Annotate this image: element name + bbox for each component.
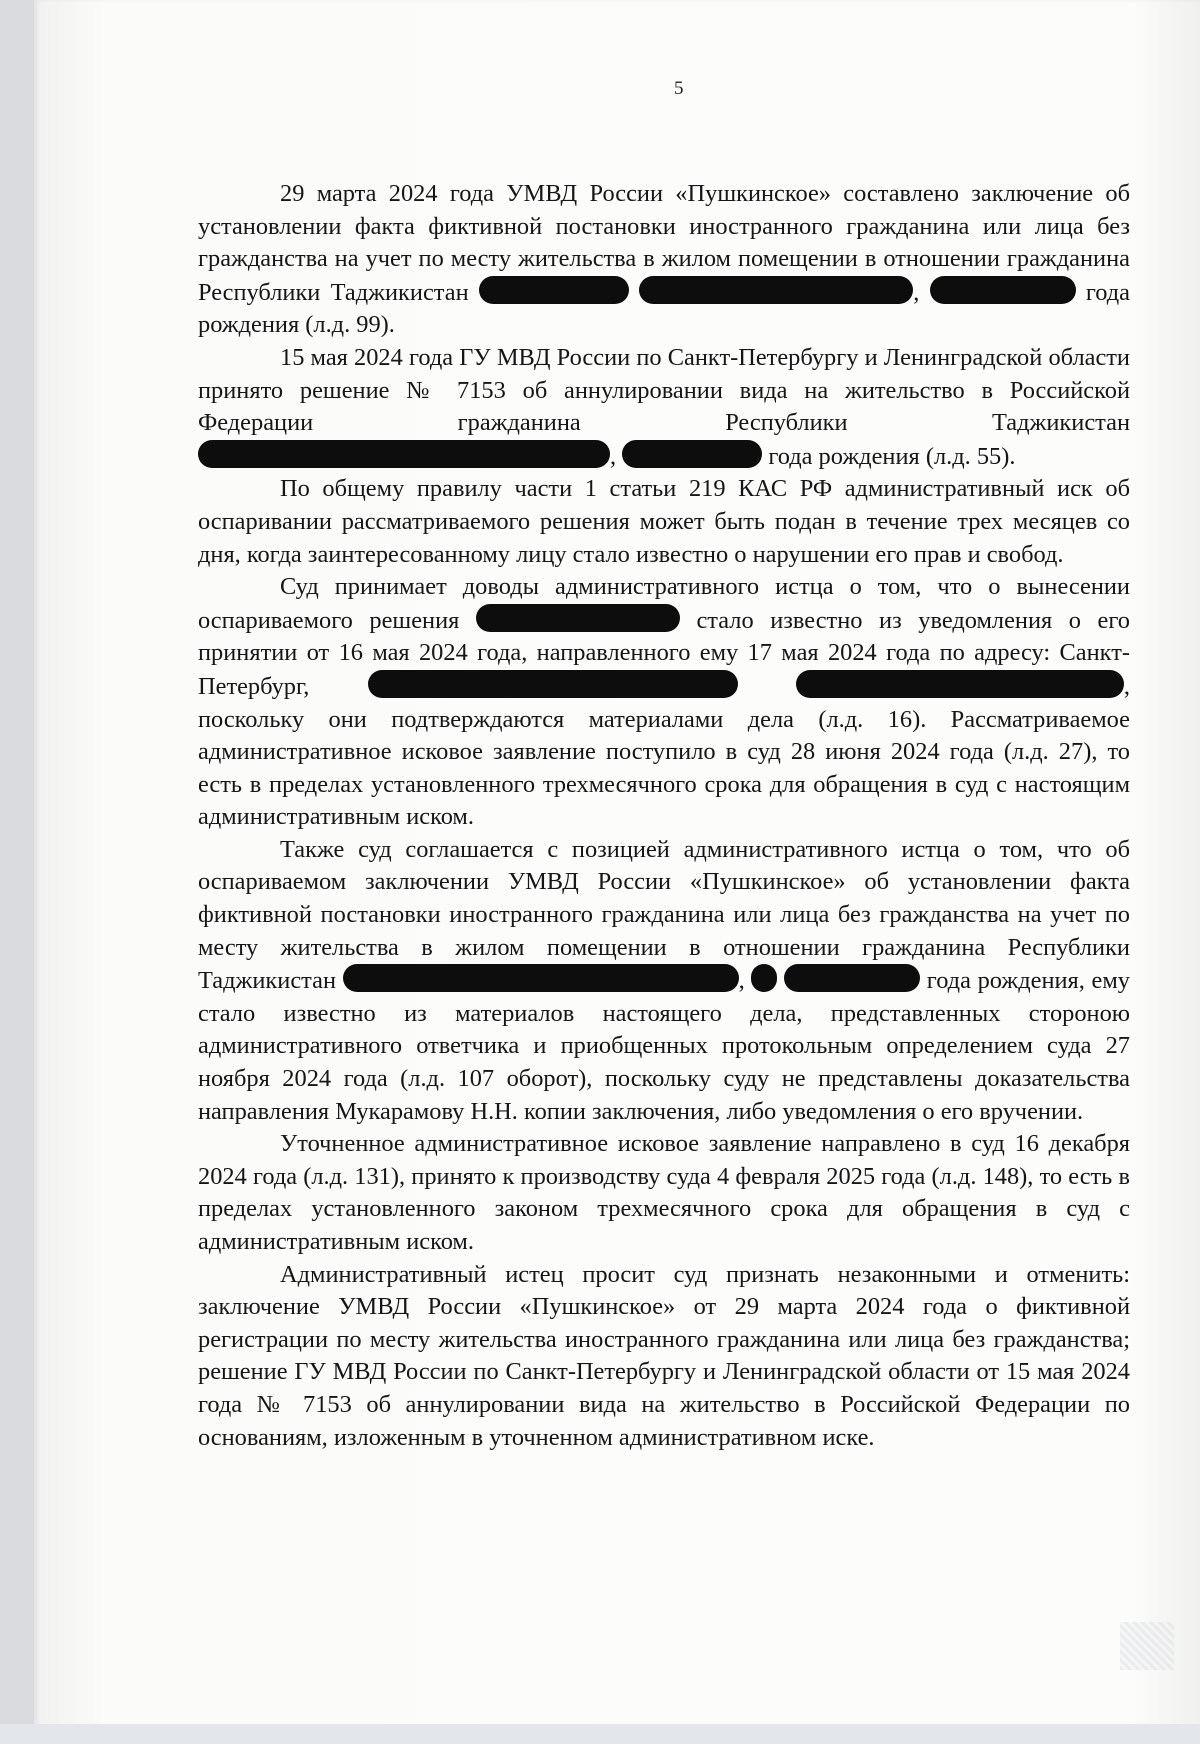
redaction-name-cont: [639, 276, 913, 304]
redaction-address: [368, 670, 738, 698]
paragraph-2: 15 мая 2024 года ГУ МВД России по Санкт-Петербургу и Ленинградской области принято решение № 7153 об аннулировании вида на жительство в Российской Федерации гражданина Республики Таджикистан , года рождения (л.д. 55).: [198, 343, 1130, 470]
redaction-name-cont: [751, 964, 777, 992]
paragraph-7: Административный истец просит суд признать незаконными и отменить: заключение УМВД России «Пушкинское» от 29 марта 2024 года о фиктивной регистрации по месту жительства иностранного гражданина или лица без гражданства; решение ГУ МВД России по Санкт-Петербургу и Ленинградской области от 15 мая 2024 года № 7153 об аннулировании вида на жительство в Российской Федерации по основаниям, изложенным в уточненном административном иске.: [198, 1260, 1130, 1451]
paragraph-5: Также суд соглашается с позицией административного истца о том, что об оспариваемом заключении УМВД России «Пушкинское» об установлении факта фиктивной постановки иностранного гражданина или лица без гражданства на учет по месту жительства в жилом помещении в отношении гражданина Республики Таджикистан , года рождения, ему стало известно из материалов настоящего дела, представленных стороною административного ответчика и приобщенных протокольным определением суда 27 ноября 2024 года (л.д. 107 оборот), поскольку суду не представлены доказательства направления Мукарамову Н.Н. копии заключения, либо уведомления о его вручении.: [198, 835, 1130, 1125]
page-number: 5: [674, 78, 684, 99]
paragraph-6: Уточненное административное исковое заявление направлено в суд 16 декабря 2024 года (л.д. 131), принято к производству суда 4 февраля 2025 года (л.д. 148), то есть в пределах установленного законом трехмесячного срока для обращения в суд с административным иском.: [198, 1130, 1130, 1255]
faint-stamp-mark: [1120, 1622, 1174, 1670]
background-surface: [0, 1724, 1200, 1744]
document-page: [34, 0, 1200, 1744]
paragraph-1: 29 марта 2024 года УМВД России «Пушкинское» составлено заключение об установлении факта фиктивной постановки иностранного гражданина или лица без гражданства на учет по месту жительства в жилом помещении в отношении гражданина Республики Таджикистан , года рождения (л.д. 99).: [198, 180, 1130, 339]
redaction-name: [198, 440, 610, 468]
redaction-birthdate: [784, 964, 920, 992]
redaction-address-cont: [796, 670, 1124, 698]
redaction-birthdate: [930, 276, 1076, 304]
redaction-name: [479, 276, 629, 304]
paragraph-4: Суд принимает доводы административного истца о том, что о вынесении оспариваемого решения стало известно из уведомления о его принятии от 16 мая 2024 года, направленного ему 17 мая 2024 года по адресу: Санкт-Петербург, , поскольку они подтверждаются материалами дела (л.д. 16). Рассматриваемое административное исковое заявление поступило в суд 28 июня 2024 года (л.д. 27), то есть в пределах установленного трехмесячного срока для обращения в суд с настоящим административным иском.: [198, 573, 1130, 831]
redaction-name: [343, 964, 739, 992]
document-body: [198, 178, 1130, 1454]
redaction-name: [476, 604, 680, 632]
paragraph-3: По общему правилу части 1 статьи 219 КАС РФ административный иск об оспаривании рассматриваемого решения может быть подан в течение трех месяцев со дня, когда заинтересованному лицу стало известно о нарушении его прав и свобод.: [198, 475, 1130, 568]
redaction-birthdate: [622, 440, 762, 468]
